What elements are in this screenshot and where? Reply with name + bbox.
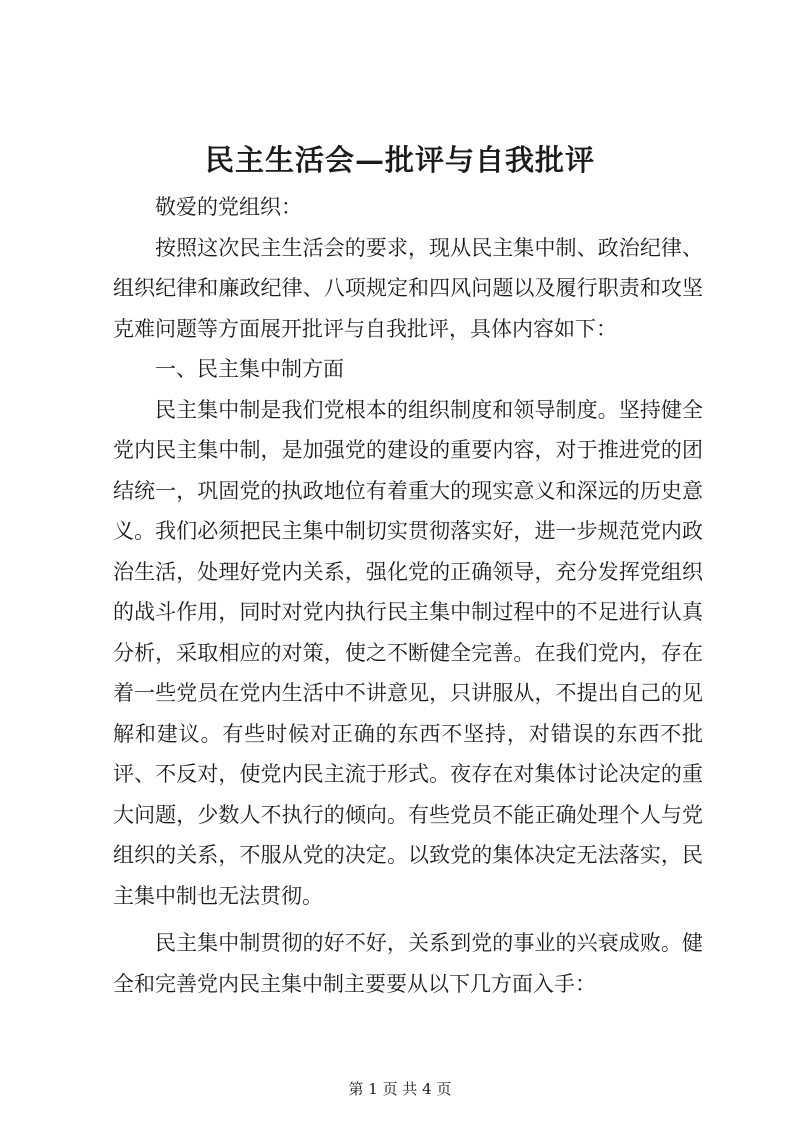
page-number-footer: 第 1 页 共 4 页 xyxy=(348,1080,452,1098)
paragraph-intro: 按照这次民主生活会的要求，现从民主集中制、政治纪律、组织纪律和廉政纪律、八项规定和四风问题以及履行职责和攻坚克难问题等方面展开批评与自我批评，具体内容如下： xyxy=(113,235,703,341)
document-title: 民主生活会—批评与自我批评 xyxy=(204,143,595,177)
paragraph-democratic-centralism: 民主集中制是我们党根本的组织制度和领导制度。坚持健全党内民主集中制，是加强党的建设的重要内容，对于推进党的团结统一，巩固党的执政地位有着重大的现实意义和深远的历史意义。我们必须把民主集中制切实贯彻落实好，进一步规范党内政治生活，处理好党内关系，强化党的正确领导，充分发挥党组织的战斗作用，同时对党内执行民主集中制过程中的不足进行认真分析，采取相应的对策，使之不断健全完善。在我们党内，存在着一些党员在党内生活中不讲意见，只讲服从，不提出自己的见解和建议。有些时候对正确的东西不坚持，对错误的东西不批评、不反对，使党内民主流于形式。夜存在对集体讨论决定的重大问题，少数人不执行的倾向。有些党员不能正确处理个人与党组织的关系，不服从党的决定。以致党的集体决定无法落实，民主集中制也无法贯彻。 xyxy=(113,397,703,908)
document-body xyxy=(113,187,703,1004)
salutation: 敬爱的党组织： xyxy=(155,195,302,219)
paragraph-implementation: 民主集中制贯彻的好不好，关系到党的事业的兴衰成败。健全和完善党内民主集中制主要要从以下几方面入手： xyxy=(113,931,703,996)
section-heading: 一、民主集中制方面 xyxy=(155,357,344,381)
